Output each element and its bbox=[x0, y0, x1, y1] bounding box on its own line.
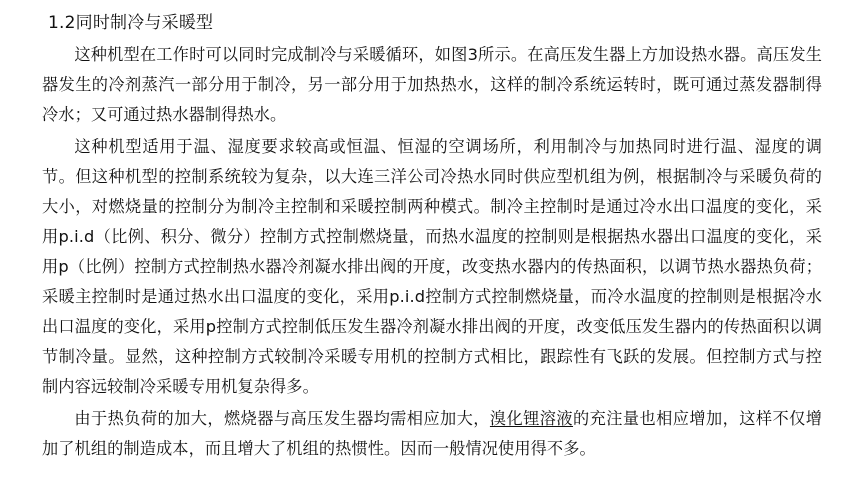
paragraph-2: 这种机型适用于温、湿度要求较高或恒温、恒湿的空调场所，利用制冷与加热同时进行温、湿度的调节。但这种机型的控制系统较为复杂，以大连三洋公司冷热水同时供应型机组为例，根据制冷与采暖负荷的大小，对燃烧量的控制分为制冷主控制和采暖控制两种模式。制冷主控制时是通过冷水出口温度的变化，采用p.i.d（比例、积分、微分）控制方式控制燃烧量，而热水温度的控制则是根据热水器出口温度的变化，采用p（比例）控制方式控制热水器冷剂凝水排出阀的开度，改变热水器内的传热面积，以调节热水器热负荷；采暖主控制时是通过热水出口温度的变化，采用p.i.d控制方式控制燃烧量，而冷水温度的控制则是根据冷水出口温度的变化，采用p控制方式控制低压发生器冷剂凝水排出阀的开度，改变低压发生器内的传热面积以调节制冷量。显然，这种控制方式较制冷采暖专用机的控制方式相比，跟踪性有飞跃的发展。但控制方式与控制内容远较制冷采暖专用机复杂得多。 bbox=[42, 137, 822, 396]
underlined-term: 溴化锂溶液 bbox=[489, 409, 574, 428]
paragraph-1: 这种机型在工作时可以同时完成制冷与采暖循环，如图3所示。在高压发生器上方加设热水器。高压发生器发生的冷剂蒸汽一部分用于制冷，另一部分用于加热热水，这样的制冷系统运转时，既可通过蒸发器制得冷水；又可通过热水器制得热水。 bbox=[42, 45, 822, 124]
page-heading: 1.2同时制冷与采暖型 bbox=[48, 13, 214, 33]
paragraph-3: 由于热负荷的加大，燃烧器与高压发生器均需相应加大，溴化锂溶液的充注量也相应增加，这样不仅增加了机组的制造成本，而且增大了机组的热惯性。因而一般情况使用得不多。 bbox=[42, 409, 823, 458]
